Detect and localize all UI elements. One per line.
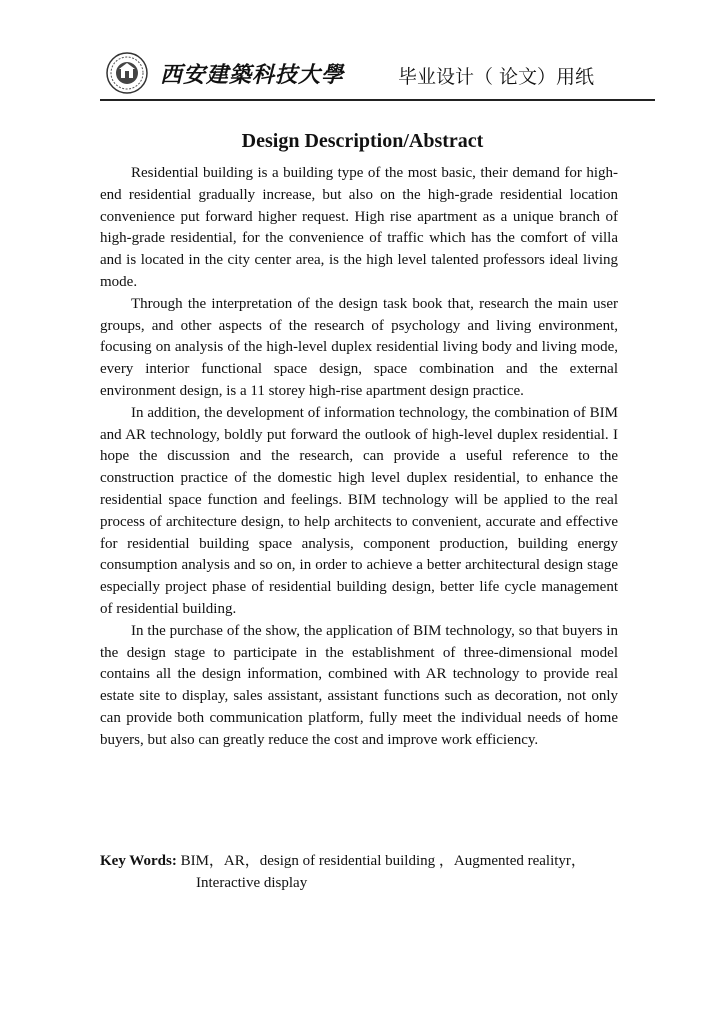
- abstract-paragraph-1: Residential building is a building type of the most basic, their demand for high-end residential gradually increase, but also on the high-grade residential location convenience put forward higher request. High rise apartment as a unique branch of high-grade residential, for the convenience of traffic which has the comfort of villa and is located in the city center area, is the high level talented professors ideal living mode.: [100, 165, 618, 290]
- keywords-label: Key Words:: [100, 853, 177, 869]
- header-subtitle: 毕业设计（ 论文）用纸: [398, 66, 595, 88]
- keywords-line-2: Interactive display: [196, 875, 308, 891]
- university-seal-icon: [106, 52, 148, 94]
- header-divider: [100, 99, 655, 101]
- abstract-body: [100, 163, 618, 752]
- page-header: [100, 48, 655, 102]
- keywords-section: [100, 850, 620, 894]
- university-name: 西安建築科技大學: [160, 62, 345, 88]
- abstract-paragraph-4: In the purchase of the show, the application of BIM technology, so that buyers in the design stage to participate in the establishment of three-dimensional model contains all the design information, combined with AR technology to provide real estate site to display, sales assistant, assistant functions such as decoration, not only can provide both communication platform, fully meet the individual needs of home buyers, but also can greatly reduce the cost and improve work efficiency.: [100, 622, 618, 748]
- abstract-paragraph-2: Through the interpretation of the design task book that, research the main user groups, and other aspects of the research of psychology and living environment, focusing on analysis of the high-level duplex residential living body and living mode, every interior functional space design, space combination and the external environment design, is a 11 storey high-rise apartment design practice.: [100, 295, 618, 399]
- keywords-line-1: [100, 850, 620, 872]
- keywords-value: BIM，AR，design of residential building ，Augmented realityr，: [180, 853, 586, 869]
- abstract-title: Design Description/Abstract: [241, 130, 484, 152]
- abstract-paragraph-3: In addition, the development of information technology, the combination of BIM and AR technology, boldly put forward the outlook of high-level duplex residential. I hope the discussion and the research, can provide a useful reference to the construction practice of the domestic high level duplex residential, to enhance the residential space function and feelings. BIM technology will be applied to the real process of architecture design, to help architects to convenient, accurate and effective for residential building space analysis, component production, building energy consumption analysis and so on, in order to achieve a better architectural design stage especially project phase of residential building design, better life cycle management of residential building.: [100, 404, 618, 617]
